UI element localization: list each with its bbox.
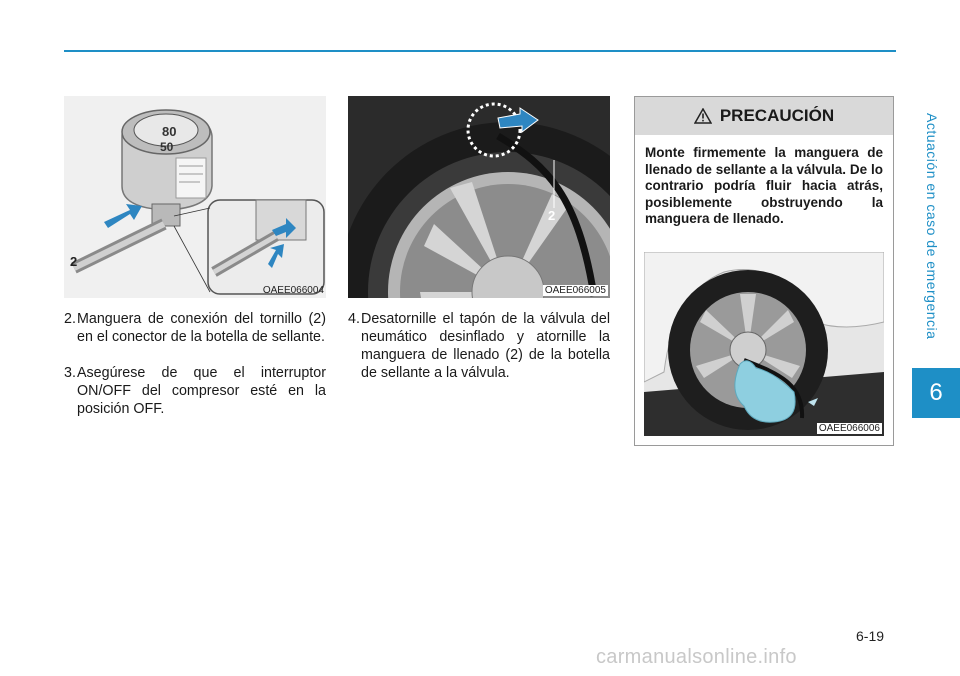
section-side-title: Actuación en caso de emergencia bbox=[924, 112, 940, 340]
top-rule bbox=[64, 50, 896, 52]
step-text: Desatornille el tapón de la válvula del neumático desinflado y atornille la manguera de llenado (2) de la botella de sellante a la válvula. bbox=[361, 311, 610, 381]
chapter-tab: 6 bbox=[912, 368, 960, 418]
figure-caption: OAEE066004 bbox=[262, 285, 324, 296]
step-2 bbox=[64, 310, 326, 346]
figure-callout-2: 2 bbox=[70, 254, 78, 269]
caution-title: PRECAUCIÓN bbox=[719, 106, 835, 125]
watermark: carmanualsonline.info bbox=[596, 646, 797, 668]
step-text: Asegúrese de que el interruptor ON/OFF del compresor esté en la posición OFF. bbox=[77, 365, 326, 417]
step-text: Manguera de conexión del tornillo (2) en el conector de la botella de sellante. bbox=[77, 311, 326, 345]
sealant-leak-illustration bbox=[644, 252, 884, 436]
tire-valve-illustration bbox=[348, 96, 610, 298]
figure-caption: OAEE066006 bbox=[818, 423, 880, 434]
step-3 bbox=[64, 364, 326, 418]
caution-header bbox=[635, 97, 893, 135]
figure-sealant-leak bbox=[644, 252, 884, 436]
page-number: 6-19 bbox=[856, 628, 885, 644]
figure-tire-valve bbox=[348, 96, 610, 298]
figure-caption: OAEE066005 bbox=[544, 285, 606, 296]
step-number: 2. bbox=[64, 311, 76, 327]
step-4 bbox=[348, 310, 610, 382]
step-number: 4. bbox=[348, 311, 360, 327]
figure-callout-2: 2 bbox=[548, 208, 556, 223]
caution-text: Monte firmemente la manguera de llenado de sellante a la válvula. De lo contrario podría fluir hacia atrás, posiblemente obstruyendo la manguera de llenado. bbox=[645, 145, 883, 226]
sealant-bottle-illustration bbox=[64, 96, 326, 298]
warning-triangle-icon bbox=[694, 108, 712, 124]
step-number: 3. bbox=[64, 365, 76, 381]
caution-box bbox=[634, 96, 894, 446]
figure-sealant-bottle bbox=[64, 96, 326, 298]
gauge-label-top: 80 bbox=[162, 124, 177, 139]
gauge-label-bottom: 50 bbox=[160, 140, 174, 154]
